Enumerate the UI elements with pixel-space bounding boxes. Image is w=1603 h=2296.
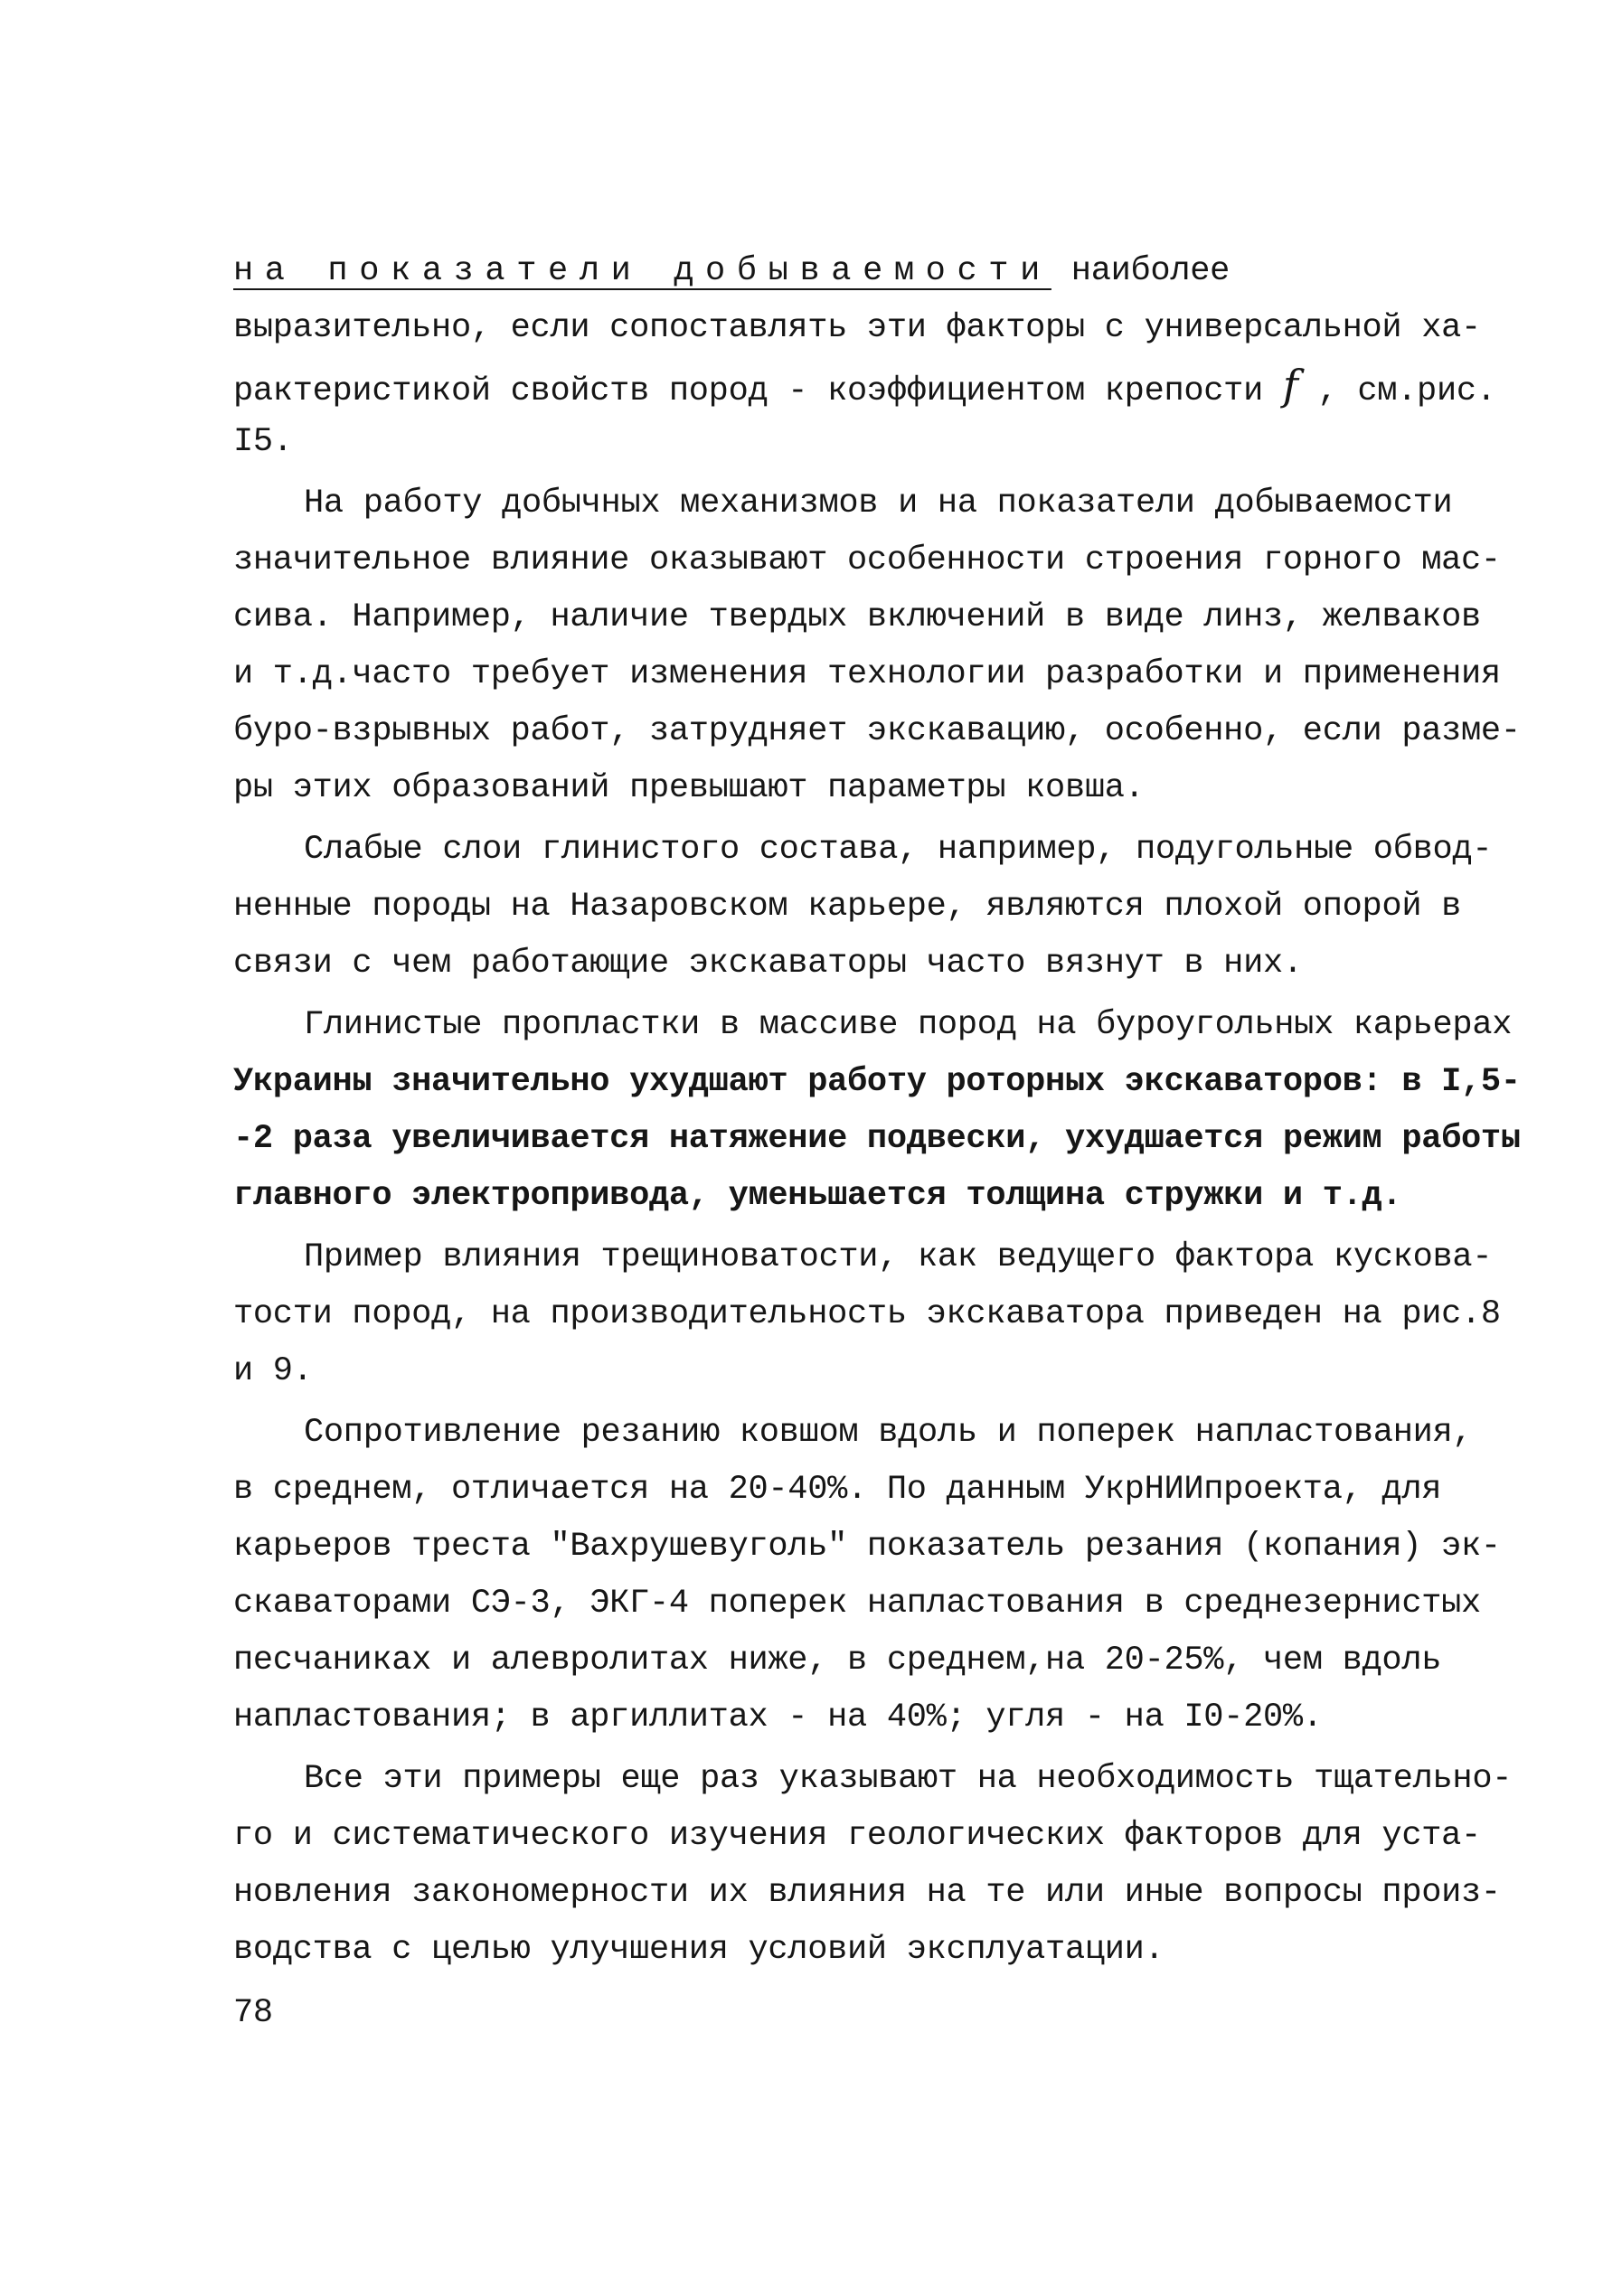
text-line: связи с чем работающие экскаваторы часто вязнут в них. <box>233 945 1303 983</box>
text-line: -2 раза увеличивается натяжение подвески, ухудшается режим работы <box>233 1120 1521 1158</box>
text-line: напластования; в аргиллитах - на 40%; угля - на I0-20%. <box>233 1698 1323 1736</box>
text-line: водства с целью улучшения условий эксплуатации. <box>233 1931 1165 1969</box>
text-line: скаваторами СЭ-3, ЭКГ-4 поперек напластования в среднезернистых <box>233 1585 1481 1623</box>
text-line: Все эти примеры еще раз указывают на необходимость тщательно- <box>304 1760 1513 1798</box>
text-line: песчаниках и алевролитах ниже, в среднем,на 20-25%, чем вдоль <box>233 1642 1442 1680</box>
text-line: На работу добычных механизмов и на показатели добываемости <box>304 485 1453 522</box>
text-line: тости пород, на производительность экскаватора приведен на рис.8 <box>233 1295 1501 1333</box>
spaced-heading-phrase: на показатели добываемости <box>233 252 1051 290</box>
text-line: в среднем, отличается на 20-40%. По данным УкрНИИпроекта, для <box>233 1471 1442 1509</box>
strength-coefficient-symbol: f <box>1282 361 1298 409</box>
text-line: I5. <box>233 423 293 461</box>
text-line: Глинистые пропластки в массиве пород на буроугольных карьерах <box>304 1006 1513 1044</box>
text-line: го и систематического изучения геологических факторов для уста- <box>233 1817 1481 1855</box>
text-line: новления закономерности их влияния на те или иные вопросы произ- <box>233 1874 1501 1912</box>
page-number: 78 <box>233 1994 273 2032</box>
text-line: и 9. <box>233 1352 313 1390</box>
text-line <box>233 251 1230 291</box>
text-fragment: рактеристикой свойств пород - коэффициентом крепости <box>233 372 1283 410</box>
text-fragment: наиболее <box>1051 252 1231 290</box>
text-line: Слабые слои глинистого состава, например, подугольные обвод- <box>304 831 1493 869</box>
text-line: ненные породы на Назаровском карьере, являются плохой опорой в <box>233 888 1462 926</box>
text-line: выразительно, если сопоставлять эти факторы с универсальной ха- <box>233 309 1481 347</box>
text-line: главного электропривода, уменьшается толщина стружки и т.д. <box>233 1177 1402 1215</box>
text-line: Пример влияния трещиноватости, как ведущего фактора кускова- <box>304 1238 1493 1276</box>
text-line: Сопротивление резанию ковшом вдоль и поперек напластования, <box>304 1414 1473 1452</box>
text-fragment: , см.рис. <box>1297 372 1496 410</box>
text-line: сива. Например, наличие твердых включений в виде линз, желваков <box>233 598 1481 636</box>
text-line: карьеров треста "Вахрушевуголь" показатель резания (копания) эк- <box>233 1528 1501 1566</box>
text-line: и т.д.часто требует изменения технологии разработки и применения <box>233 655 1501 693</box>
text-line: Украины значительно ухудшают работу роторных экскаваторов: в I,5- <box>233 1063 1521 1101</box>
text-line: ры этих образований превышают параметры ковша. <box>233 769 1145 807</box>
text-line: буро-взрывных работ, затрудняет экскавацию, особенно, если разме- <box>233 712 1521 750</box>
text-line: значительное влияние оказывают особенности строения горного мас- <box>233 541 1501 579</box>
text-line <box>233 361 1496 410</box>
